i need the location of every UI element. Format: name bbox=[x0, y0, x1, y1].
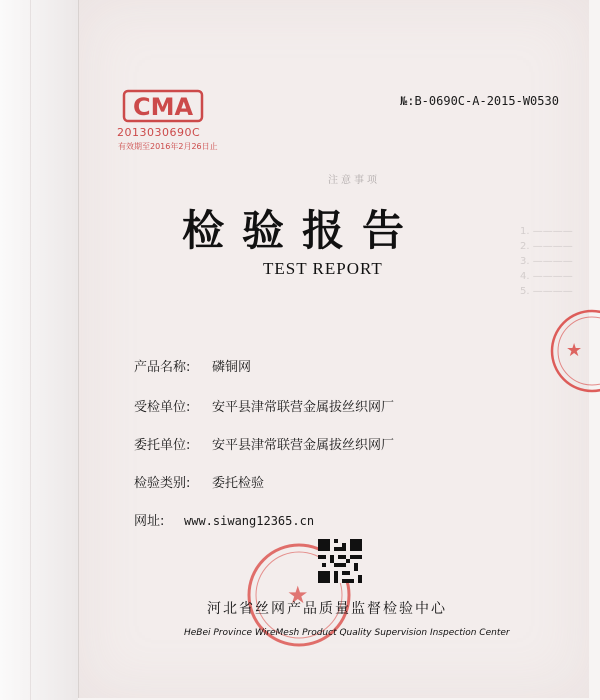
report-title-chinese: 检验报告 bbox=[182, 206, 423, 255]
field-inspection-type bbox=[134, 472, 264, 491]
field-value: 委托检验 bbox=[212, 476, 265, 491]
svg-text:★: ★ bbox=[566, 340, 583, 361]
field-client-unit bbox=[134, 434, 394, 453]
issuing-organization-chinese: 河北省丝网产品质量监督检验中心 bbox=[207, 601, 447, 617]
issuing-organization-english: HeBei Province WireMesh Product Quality Supervision Inspection Center bbox=[184, 628, 510, 638]
field-label: 检验类别: bbox=[134, 476, 191, 491]
website-url[interactable]: www.siwang12365.cn bbox=[184, 514, 315, 528]
cma-validity-date: 有效期至2016年2月26日止 bbox=[118, 142, 218, 151]
field-label: 网址: bbox=[134, 514, 165, 529]
field-product-name bbox=[134, 356, 251, 375]
svg-text:CMA: CMA bbox=[132, 93, 194, 121]
field-website bbox=[134, 510, 314, 529]
page-fold-line bbox=[30, 0, 31, 700]
field-label: 受检单位: bbox=[134, 400, 191, 415]
field-inspected-unit bbox=[134, 396, 394, 415]
cma-logo bbox=[122, 86, 204, 126]
bleed-through-text: 1. ———— 2. ———— 3. ———— 4. ———— 5. ———— bbox=[520, 226, 573, 297]
cma-certificate-code: 2013030690C bbox=[117, 126, 201, 139]
field-value: 磷铜网 bbox=[212, 360, 252, 375]
qr-code bbox=[318, 539, 362, 583]
field-label: 委托单位: bbox=[134, 438, 191, 453]
page-binding-edge bbox=[0, 0, 78, 700]
report-number: №:B-0690C-A-2015-W0530 bbox=[400, 94, 559, 108]
field-value: 安平县津常联营金属拔丝织网厂 bbox=[212, 400, 395, 415]
inspection-seal-right bbox=[546, 306, 600, 396]
field-value: 安平县津常联营金属拔丝织网厂 bbox=[212, 438, 395, 453]
field-label: 产品名称: bbox=[134, 360, 191, 375]
notes-heading: 注意事项 bbox=[328, 175, 380, 186]
report-title-english: TEST REPORT bbox=[263, 259, 383, 278]
svg-text:★: ★ bbox=[287, 581, 309, 609]
